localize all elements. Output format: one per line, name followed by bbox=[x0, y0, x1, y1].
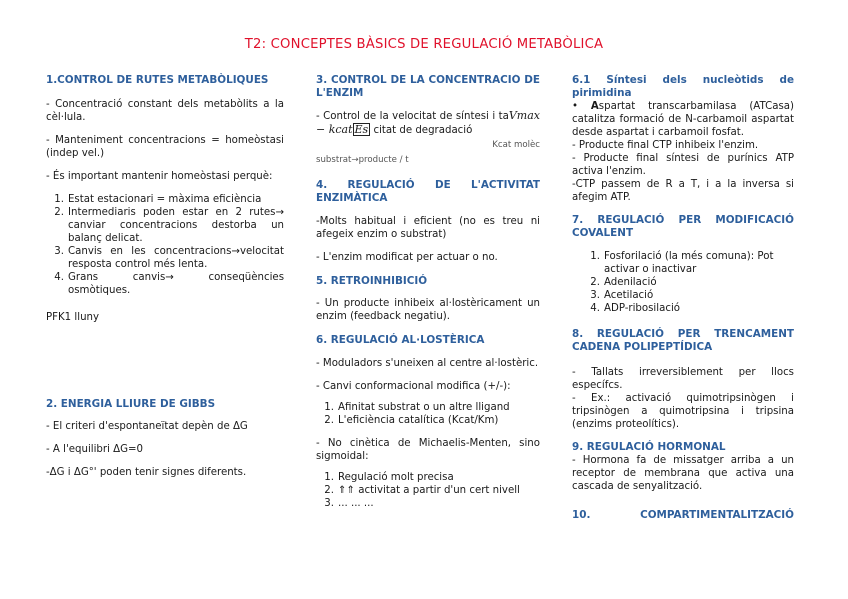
heading-pirimidina: 6.1 Síntesi dels nucleòtids de pirimidina bbox=[572, 74, 794, 99]
list-homeostasi bbox=[46, 193, 284, 297]
formula-vmax: Vmax − kcat bbox=[316, 109, 540, 136]
list-item: 3. ... ... ... bbox=[324, 498, 374, 509]
list-item: 2. Adenilació bbox=[590, 277, 657, 288]
paragraph: -ΔG i ΔG°' poden tenir signes diferents. bbox=[46, 467, 247, 478]
formula-es-box: Es bbox=[354, 123, 369, 136]
list-sigmoidal bbox=[316, 471, 540, 510]
paragraph: - Moduladors s'uneixen al centre al·lostèric. bbox=[316, 358, 539, 369]
paragraph: - Tallats irreversiblement per llocs específcs. bbox=[572, 367, 794, 391]
paragraph: - L'enzim modificat per actuar o no. bbox=[316, 252, 498, 263]
paragraph: - Producte final CTP inhibeix l'enzim. bbox=[572, 140, 759, 151]
list-item: 2. L'eficiència catalítica (Kcat/Km) bbox=[324, 415, 499, 426]
column-1 bbox=[46, 74, 284, 479]
page-title: T2: CONCEPTES BÀSICS DE REGULACIÓ METABÒLICA bbox=[244, 37, 604, 52]
list-item: 1. Fosforilació (la més comuna): Pot activar o inactivar bbox=[590, 251, 774, 275]
list-covalent bbox=[572, 250, 794, 315]
paragraph: - Concentració constant dels metabòlits a la cèl·lula. bbox=[46, 99, 284, 123]
list-canvi bbox=[316, 401, 540, 427]
list-item: 4. Grans canvis→ conseqüències osmòtiques. bbox=[54, 272, 284, 296]
paragraph: -Molts habitual i eficient (no es treu ni afegeix enzim o substrat) bbox=[316, 216, 540, 240]
list-item: 3. Acetilació bbox=[590, 290, 654, 301]
paragraph: -CTP passem de R a T, i a la inversa si afegim ATP. bbox=[572, 179, 794, 203]
paragraph: - Manteniment concentracions = homeòstasi (indep vel.) bbox=[46, 135, 284, 159]
heading-trencament: 8. REGULACIÓ PER TRENCAMENT CADENA POLIPEPTÍDICA bbox=[572, 328, 794, 353]
paragraph: - Un producte inhibeix al·lostèricament un enzim (feedback negatiu). bbox=[316, 298, 540, 322]
heading-modificacio-covalent: 7. REGULACIÓ PER MODIFICACIÓ COVALENT bbox=[572, 214, 794, 239]
list-item: 4. ADP-ribosilació bbox=[590, 303, 681, 314]
paragraph: - Producte final síntesi de purínics ATP activa l'enzim. bbox=[572, 153, 794, 177]
note-substrat: substrat→producte / t bbox=[316, 155, 409, 165]
heading-activitat: 4. REGULACIÓ DE L'ACTIVITAT ENZIMÀTICA bbox=[316, 179, 540, 204]
column-2 bbox=[316, 74, 540, 542]
paragraph-control-sintesi: - Control de la velocitat de síntesi i taVmax − kcat Es citat de degradació bbox=[316, 109, 540, 136]
list-item: 2. ⇑⇑ activitat a partir d'un cert nivell bbox=[324, 485, 520, 496]
heading-control-enzim: 3. CONTROL DE LA CONCENTRACIÓ DE L'ENZIM bbox=[316, 74, 540, 99]
paragraph: - Hormona fa de missatger arriba a un receptor de membrana que activa una cascada de senyalització. bbox=[572, 455, 794, 492]
paragraph: - No cinètica de Michaelis-Menten, sino sigmoidal: bbox=[316, 438, 540, 462]
paragraph: - Ex.: activació quimotripsinògen i tripsinògen a quimotripsina i tripsina (enzims proteolítics). bbox=[572, 393, 794, 430]
list-item: 3. Canvis en les concentracions→velocitat resposta control més lenta. bbox=[54, 246, 284, 270]
paragraph: - A l'equilibri ΔG=0 bbox=[46, 444, 144, 455]
paragraph: - El criteri d'espontaneïtat depèn de ΔG bbox=[46, 421, 248, 432]
heading-retroinhibicio: 5. RETROINHIBICIÓ bbox=[316, 275, 428, 287]
heading-control-rutes: 1.CONTROL DE RUTES METABÒLIQUES bbox=[46, 74, 269, 86]
list-item: 1. Afinitat substrat o un altre lligand bbox=[324, 402, 510, 413]
heading-gibbs: 2. ENERGIA LLIURE DE GIBBS bbox=[46, 398, 216, 410]
list-item: 2. Intermediaris poden estar en 2 rutes→ canviar concentracions destorba un balanç delicat. bbox=[54, 207, 284, 244]
heading-compartimentalitzacio: 10. COMPARTIMENTALITZACIÓ bbox=[572, 509, 794, 521]
note-kcat: Kcat molèc bbox=[492, 140, 540, 150]
list-item: 1. Estat estacionari = màxima eficiència bbox=[54, 194, 262, 205]
paragraph: - És important mantenir homeòstasi perquè: bbox=[46, 171, 273, 182]
list-item: 1. Regulació molt precisa bbox=[324, 472, 454, 483]
heading-allosterica: 6. REGULACIÓ AL·LOSTÈRICA bbox=[316, 334, 485, 346]
paragraph: - Canvi conformacional modifica (+/-): bbox=[316, 381, 511, 392]
note-pfk: PFK1 lluny bbox=[46, 312, 100, 323]
column-3 bbox=[572, 74, 794, 540]
paragraph-atcasa: • Aspartat transcarbamilasa (ATCasa) catalitza formació de N-carbamoil aspartat desde aspartat i carbamoil fosfat. bbox=[572, 101, 794, 138]
heading-hormonal: 9. REGULACIÓ HORMONAL bbox=[572, 441, 726, 453]
